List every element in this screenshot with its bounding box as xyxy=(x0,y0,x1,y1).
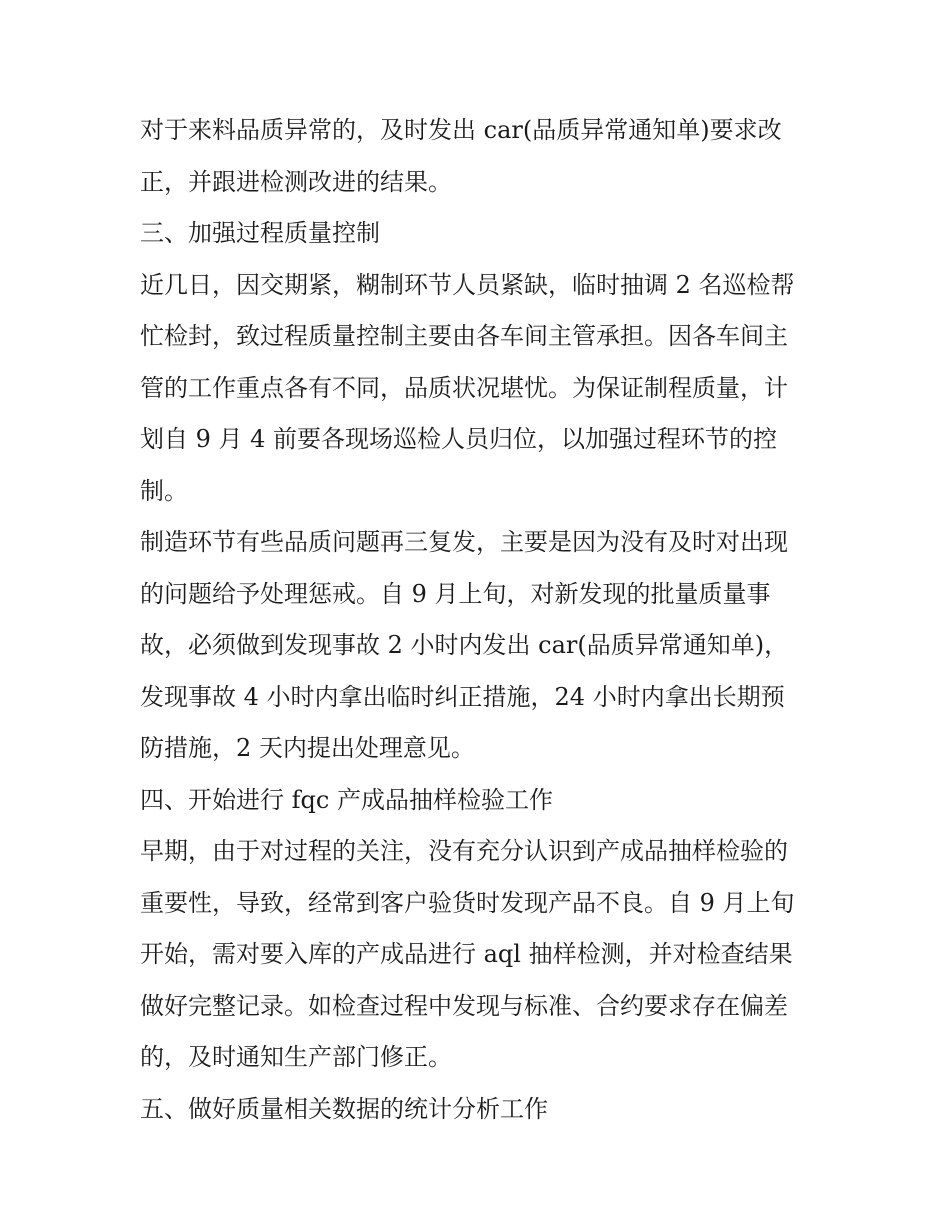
document-body xyxy=(140,105,820,1135)
text-line: 制。 xyxy=(140,476,188,505)
section-heading-5: 五、做好质量相关数据的统计分析工作 xyxy=(140,1094,548,1123)
text-line: 正，并跟进检测改进的结果。 xyxy=(140,167,452,196)
text-line: 管的工作重点各有不同，品质状况堪忧。为保证制程质量，计 xyxy=(140,373,788,402)
text-line: 故，必须做到发现事故 2 小时内发出 car(品质异常通知单)， xyxy=(140,631,789,659)
text-line: 对于来料品质异常的，及时发出 car(品质异常通知单)要求改 xyxy=(140,116,782,144)
section-heading-4: 四、开始进行 fqc 产成品抽样检验工作 xyxy=(140,785,553,814)
text-line: 忙检封，致过程质量控制主要由各车间主管承担。因各车间主 xyxy=(140,322,788,350)
text-line: 划自 9 月 4 前要各现场巡检人员归位，以加强过程环节的控 xyxy=(140,425,778,453)
text-line: 近几日，因交期紧，糊制环节人员紧缺，临时抽调 2 名巡检帮 xyxy=(140,270,795,299)
text-line: 发现事故 4 小时内拿出临时纠正措施，24 小时内拿出长期预 xyxy=(140,682,785,711)
text-line: 重要性，导致，经常到客户验货时发现产品不良。自 9 月上旬 xyxy=(140,888,795,917)
section-heading-3: 三、加强过程质量控制 xyxy=(140,219,380,247)
text-line: 做好完整记录。如检查过程中发现与标准、合约要求存在偏差 xyxy=(140,991,788,1020)
text-line: 的，及时通知生产部门修正。 xyxy=(140,1043,452,1071)
text-line: 防措施，2 天内提出处理意见。 xyxy=(140,734,475,762)
text-line: 的问题给予处理惩戒。自 9 月上旬，对新发现的批量质量事 xyxy=(140,579,771,608)
text-line: 开始，需对要入库的产成品进行 aql 抽样检测，并对检查结果 xyxy=(140,940,793,968)
text-line: 制造环节有些品质问题再三复发，主要是因为没有及时对出现 xyxy=(140,528,788,556)
text-line: 早期，由于对过程的关注，没有充分认识到产成品抽样检验的 xyxy=(140,837,788,865)
